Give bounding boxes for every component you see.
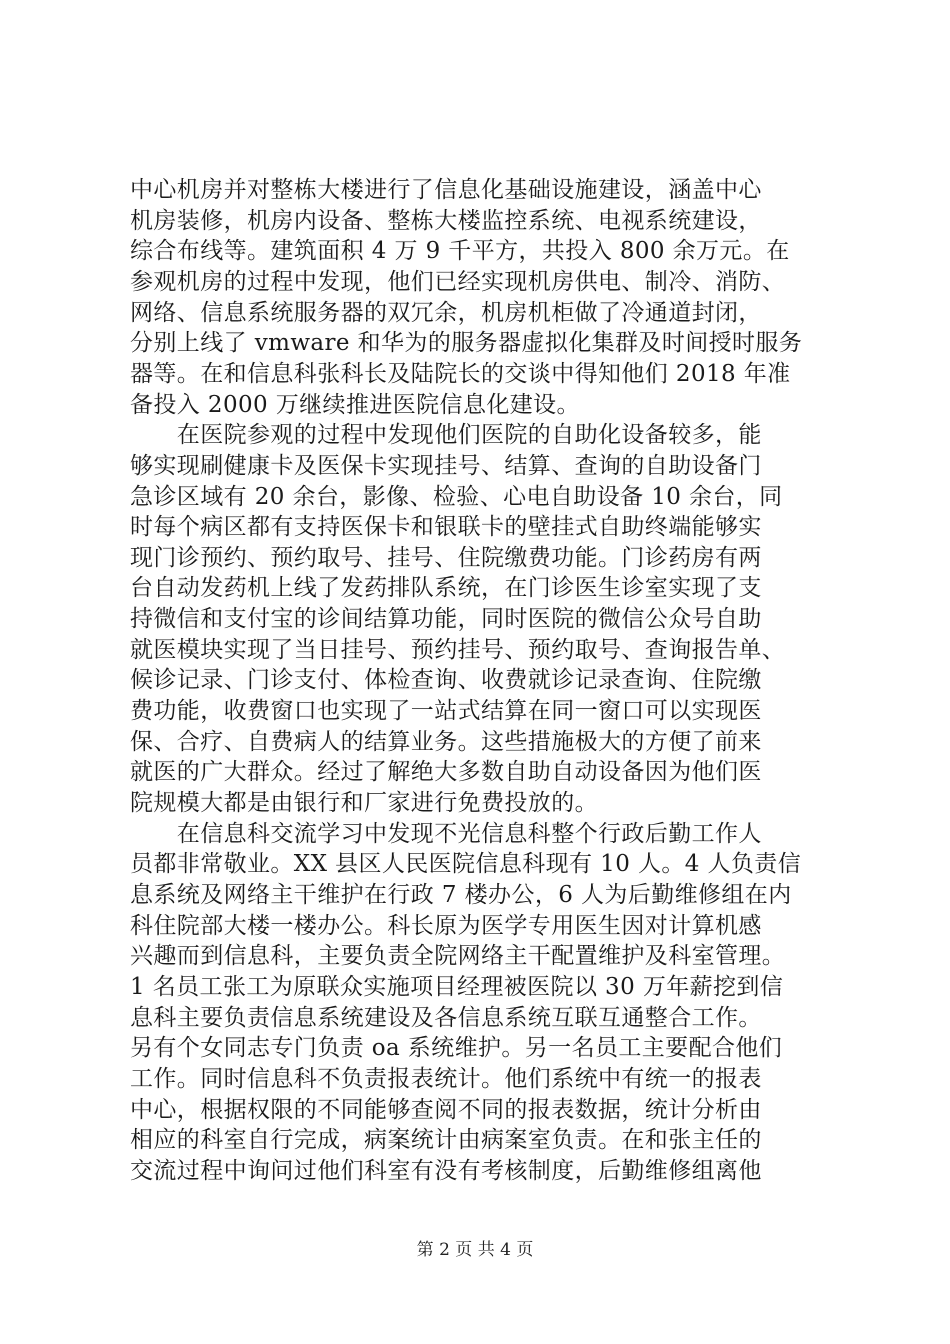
text-line: 兴趣而到信息科，主要负责全院网络主干配置维护及科室管理。 [130, 943, 786, 970]
text-line: 院规模大都是由银行和厂家进行免费投放的。 [130, 790, 598, 816]
text-line: 息系统及网络主干维护在行政 7 楼办公，6 人为后勤维修组在内 [130, 881, 792, 908]
text-line: 中心，根据权限的不同能够查阅不同的报表数据，统计分析由 [130, 1096, 762, 1123]
text-line: 就医模块实现了当日挂号、预约挂号、预约取号、查询报告单、 [130, 636, 786, 663]
text-line: 交流过程中询问过他们科室有没有考核制度，后勤维修组离他 [130, 1157, 762, 1184]
text-line: 综合布线等。建筑面积 4 万 9 千平方，共投入 800 余万元。在 [130, 238, 790, 265]
text-line: 科住院部大楼一楼办公。科长原为医学专用医生因对计算机感 [130, 912, 762, 939]
text-line: 备投入 2000 万继续推进医院信息化建设。 [130, 391, 580, 418]
text-line: 现门诊预约、预约取号、挂号、住院缴费功能。门诊药房有两 [130, 544, 762, 571]
text-line: 在信息科交流学习中发现不光信息科整个行政后勤工作人 [130, 820, 762, 847]
text-line: 网络、信息系统服务器的双冗余，机房机柜做了冷通道封闭， [130, 299, 762, 326]
text-line: 保、合疗、自费病人的结算业务。这些措施极大的方便了前来 [130, 728, 762, 755]
text-line: 工作。同时信息科不负责报表统计。他们系统中有统一的报表 [130, 1065, 762, 1092]
text-line: 持微信和支付宝的诊间结算功能，同时医院的微信公众号自助 [130, 606, 762, 633]
text-line: 在医院参观的过程中发现他们医院的自助化设备较多，能 [130, 422, 762, 449]
page-footer: 第 2 页 共 4 页 [416, 1240, 534, 1260]
text-line: 1 名员工张工为原联众实施项目经理被医院以 30 万年薪挖到信 [130, 973, 784, 1000]
text-line: 机房装修，机房内设备、整栋大楼监控系统、电视系统建设， [130, 207, 762, 234]
text-line: 器等。在和信息科张科长及陆院长的交谈中得知他们 2018 年准 [130, 360, 791, 387]
text-line: 参观机房的过程中发现，他们已经实现机房供电、制冷、消防、 [130, 268, 786, 295]
text-line: 息科主要负责信息系统建设及各信息系统互联互通整合工作。 [130, 1004, 762, 1031]
text-line: 台自动发药机上线了发药排队系统，在门诊医生诊室实现了支 [130, 575, 762, 602]
text-line: 候诊记录、门诊支付、体检查询、收费就诊记录查询、住院缴 [130, 667, 762, 694]
text-line: 够实现刷健康卡及医保卡实现挂号、结算、查询的自助设备门 [130, 452, 762, 479]
text-line: 时每个病区都有支持医保卡和银联卡的壁挂式自助终端能够实 [130, 514, 762, 541]
text-line: 另有个女同志专门负责 oa 系统维护。另一名员工主要配合他们 [130, 1035, 783, 1062]
text-line: 员都非常敬业。XX 县区人民医院信息科现有 10 人。4 人负责信 [130, 851, 802, 878]
text-line: 就医的广大群众。经过了解绝大多数自助自动设备因为他们医 [130, 759, 762, 786]
text-line: 相应的科室自行完成，病案统计由病案室负责。在和张主任的 [130, 1127, 762, 1154]
text-line: 分别上线了 vmware 和华为的服务器虚拟化集群及时间授时服务 [130, 330, 803, 357]
text-line: 急诊区域有 20 余台，影像、检验、心电自助设备 10 余台，同 [130, 483, 783, 510]
text-line: 费功能，收费窗口也实现了一站式结算在同一窗口可以实现医 [130, 698, 762, 725]
text-line: 中心机房并对整栋大楼进行了信息化基础设施建设，涵盖中心 [130, 177, 762, 203]
